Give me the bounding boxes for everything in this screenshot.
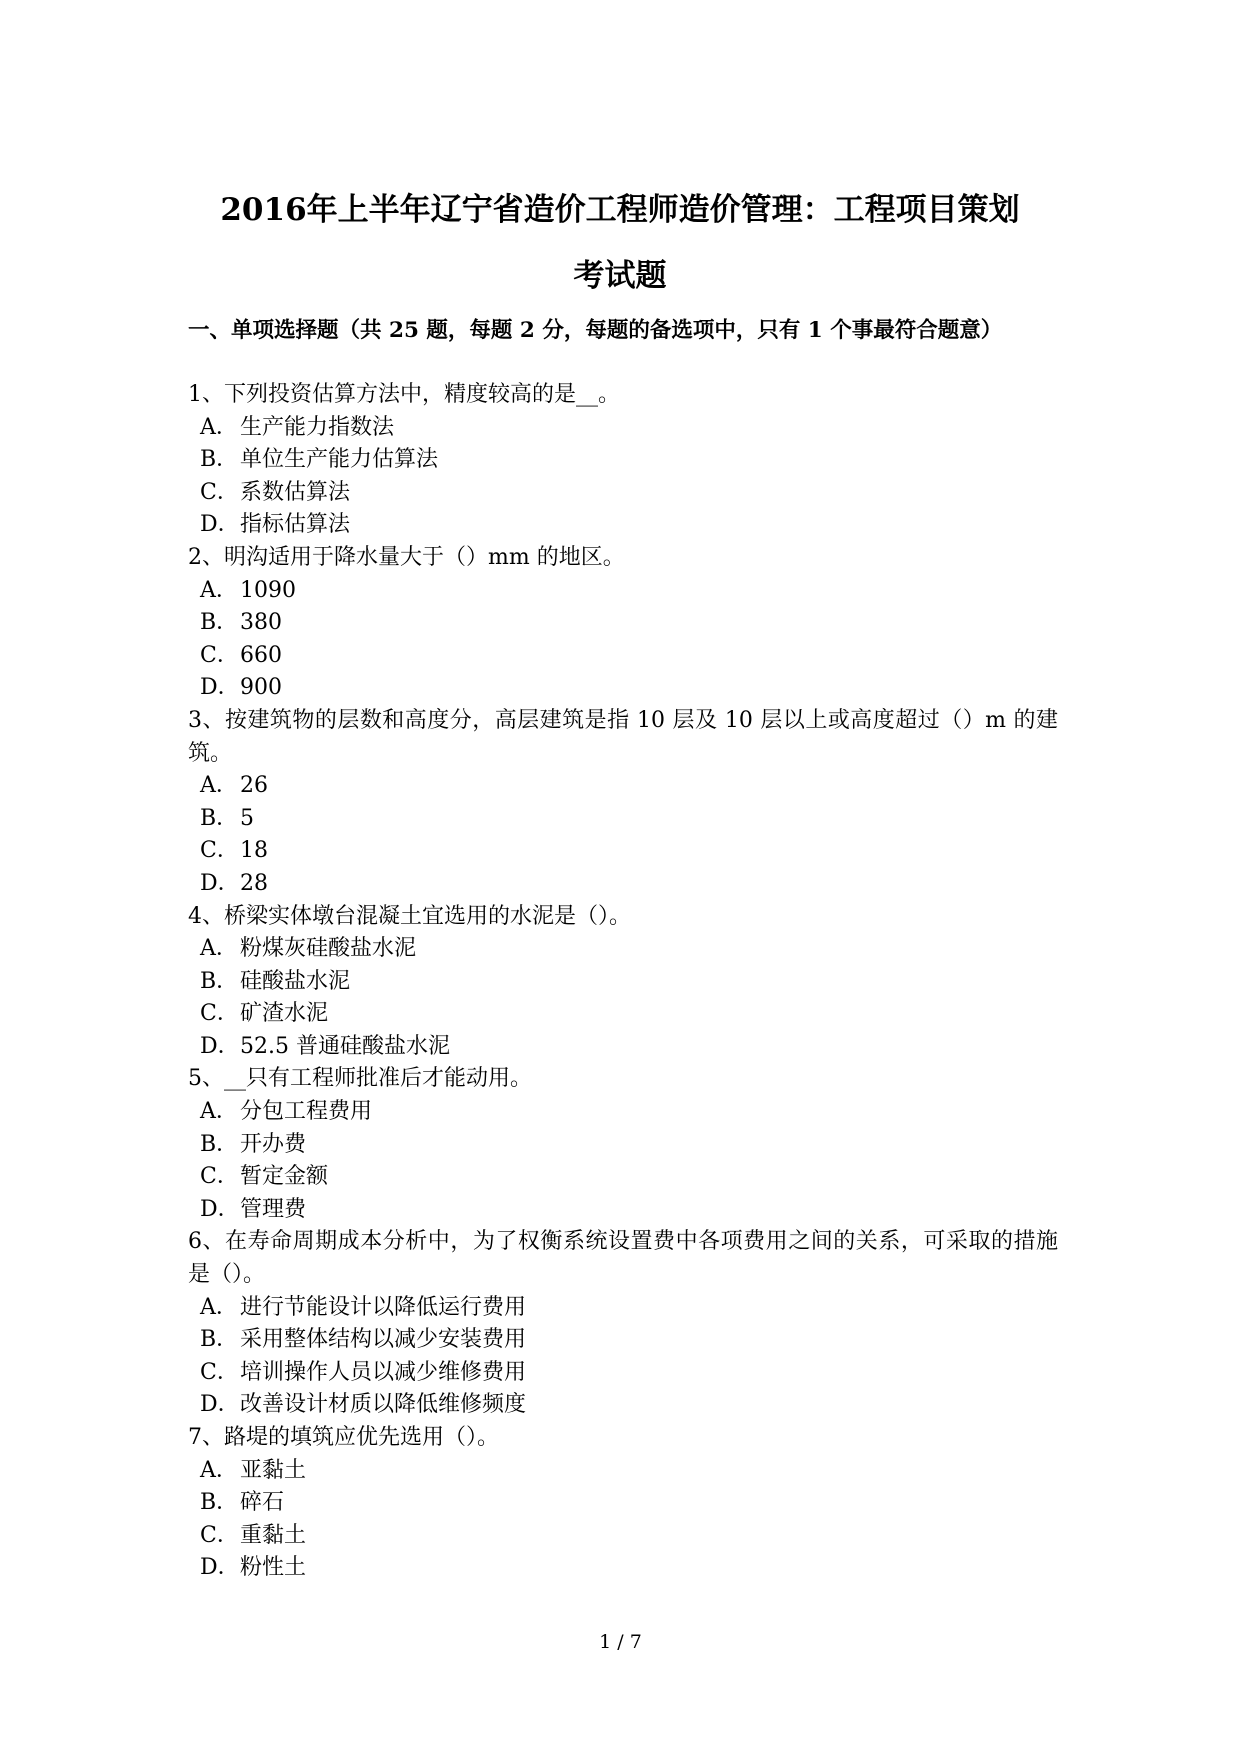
option-letter: A． xyxy=(200,936,238,962)
option-letter: A． xyxy=(200,414,238,440)
option-letter: A． xyxy=(200,1457,238,1483)
question-stem: 2、明沟适用于降水量大于（）mm 的地区。 xyxy=(188,544,625,570)
option-text: 660 xyxy=(240,642,282,668)
option-letter: B． xyxy=(200,968,239,994)
option-letter: B． xyxy=(200,1131,239,1157)
question-6 xyxy=(188,1226,1058,1422)
question-3 xyxy=(188,705,1058,901)
question-stem: 1、下列投资估算方法中，精度较高的是__。 xyxy=(188,382,620,407)
option-text: 碎石 xyxy=(240,1490,285,1516)
option-c xyxy=(188,998,1058,1031)
option-letter: D． xyxy=(200,675,240,701)
option-d xyxy=(188,672,1058,705)
option-text: 1090 xyxy=(240,577,296,603)
option-c xyxy=(188,477,1058,510)
option-letter: B． xyxy=(200,1490,239,1516)
option-text: 进行节能设计以降低运行费用 xyxy=(240,1294,527,1320)
option-c xyxy=(188,1520,1058,1553)
option-text: 52.5 普通硅酸盐水泥 xyxy=(240,1033,450,1059)
question-5 xyxy=(188,1063,1058,1226)
question-stem: 5、__只有工程师批准后才能动用。 xyxy=(188,1066,532,1092)
option-text: 矿渣水泥 xyxy=(240,1001,329,1027)
question-stem: 4、桥梁实体墩台混凝土宜选用的水泥是（）。 xyxy=(188,903,631,929)
option-text: 改善设计材质以降低维修频度 xyxy=(240,1392,527,1418)
option-a xyxy=(188,1096,1058,1129)
question-stem: 3、按建筑物的层数和高度分，高层建筑是指 10 层及 10 层以上或高度超过（）m 的建筑。 xyxy=(188,707,1058,766)
option-text: 开办费 xyxy=(240,1131,307,1157)
option-text: 指标估算法 xyxy=(240,512,351,538)
option-b xyxy=(188,803,1058,836)
option-text: 单位生产能力估算法 xyxy=(240,447,439,473)
option-letter: C． xyxy=(200,1359,239,1385)
section-heading: 一、单项选择题（共 25 题，每题 2 分，每题的备选项中，只有 1 个事最符合题意） xyxy=(188,318,1003,343)
option-c xyxy=(188,640,1058,673)
option-letter: D． xyxy=(200,1196,240,1222)
option-letter: B． xyxy=(200,447,239,473)
option-text: 粉性土 xyxy=(240,1555,307,1581)
option-letter: C． xyxy=(200,1522,239,1548)
option-d xyxy=(188,1031,1058,1064)
option-a xyxy=(188,412,1058,445)
option-letter: A． xyxy=(200,1294,238,1320)
option-letter: B． xyxy=(200,610,239,636)
option-text: 采用整体结构以减少安装费用 xyxy=(240,1327,527,1353)
option-text: 18 xyxy=(240,838,268,864)
option-letter: D． xyxy=(200,1033,240,1059)
option-text: 380 xyxy=(240,610,282,636)
option-text: 暂定金额 xyxy=(240,1164,329,1190)
option-letter: A． xyxy=(200,1099,238,1125)
option-text: 分包工程费用 xyxy=(240,1099,373,1125)
option-letter: D． xyxy=(200,870,240,896)
option-text: 粉煤灰硅酸盐水泥 xyxy=(240,936,417,962)
option-text: 系数估算法 xyxy=(240,479,351,505)
option-a xyxy=(188,575,1058,608)
option-text: 26 xyxy=(240,773,268,799)
option-b xyxy=(188,1324,1058,1357)
question-list xyxy=(188,379,1058,1585)
option-d xyxy=(188,868,1058,901)
question-stem: 6、在寿命周期成本分析中，为了权衡系统设置费中各项费用之间的关系，可采取的措施是（）。 xyxy=(188,1229,1058,1288)
option-letter: B． xyxy=(200,1327,239,1353)
page-number: 1 / 7 xyxy=(599,1631,642,1653)
option-c xyxy=(188,835,1058,868)
question-stem: 7、路堤的填筑应优先选用（）。 xyxy=(188,1425,499,1450)
option-b xyxy=(188,1487,1058,1520)
option-text: 28 xyxy=(240,870,268,896)
option-letter: D． xyxy=(200,1555,240,1581)
option-letter: B． xyxy=(200,805,239,831)
option-text: 培训操作人员以减少维修费用 xyxy=(240,1359,527,1385)
question-2 xyxy=(188,542,1058,705)
option-b xyxy=(188,444,1058,477)
option-text: 5 xyxy=(240,805,254,831)
option-letter: A． xyxy=(200,773,238,799)
option-d xyxy=(188,509,1058,542)
option-letter: C． xyxy=(200,1164,239,1190)
question-1 xyxy=(188,379,1058,542)
option-letter: A． xyxy=(200,577,238,603)
option-letter: D． xyxy=(200,1392,240,1418)
option-a xyxy=(188,1292,1058,1325)
option-b xyxy=(188,607,1058,640)
question-4 xyxy=(188,901,1058,1064)
option-d xyxy=(188,1389,1058,1422)
option-letter: C． xyxy=(200,479,239,505)
option-letter: D． xyxy=(200,512,240,538)
option-text: 生产能力指数法 xyxy=(240,414,395,440)
document-title-line2: 考试题 xyxy=(573,258,667,294)
question-7 xyxy=(188,1422,1058,1585)
option-letter: C． xyxy=(200,642,239,668)
document-title-line1: 2016年上半年辽宁省造价工程师造价管理：工程项目策划 xyxy=(220,192,1020,228)
option-a xyxy=(188,933,1058,966)
option-text: 重黏土 xyxy=(240,1522,307,1548)
option-text: 900 xyxy=(240,675,282,701)
option-text: 硅酸盐水泥 xyxy=(240,968,351,994)
option-text: 亚黏土 xyxy=(240,1457,307,1483)
option-b xyxy=(188,966,1058,999)
option-a xyxy=(188,1455,1058,1488)
option-letter: C． xyxy=(200,1001,239,1027)
option-c xyxy=(188,1161,1058,1194)
option-d xyxy=(188,1552,1058,1585)
option-a xyxy=(188,770,1058,803)
option-letter: C． xyxy=(200,838,239,864)
option-text: 管理费 xyxy=(240,1196,307,1222)
option-b xyxy=(188,1129,1058,1162)
option-d xyxy=(188,1194,1058,1227)
option-c xyxy=(188,1357,1058,1390)
